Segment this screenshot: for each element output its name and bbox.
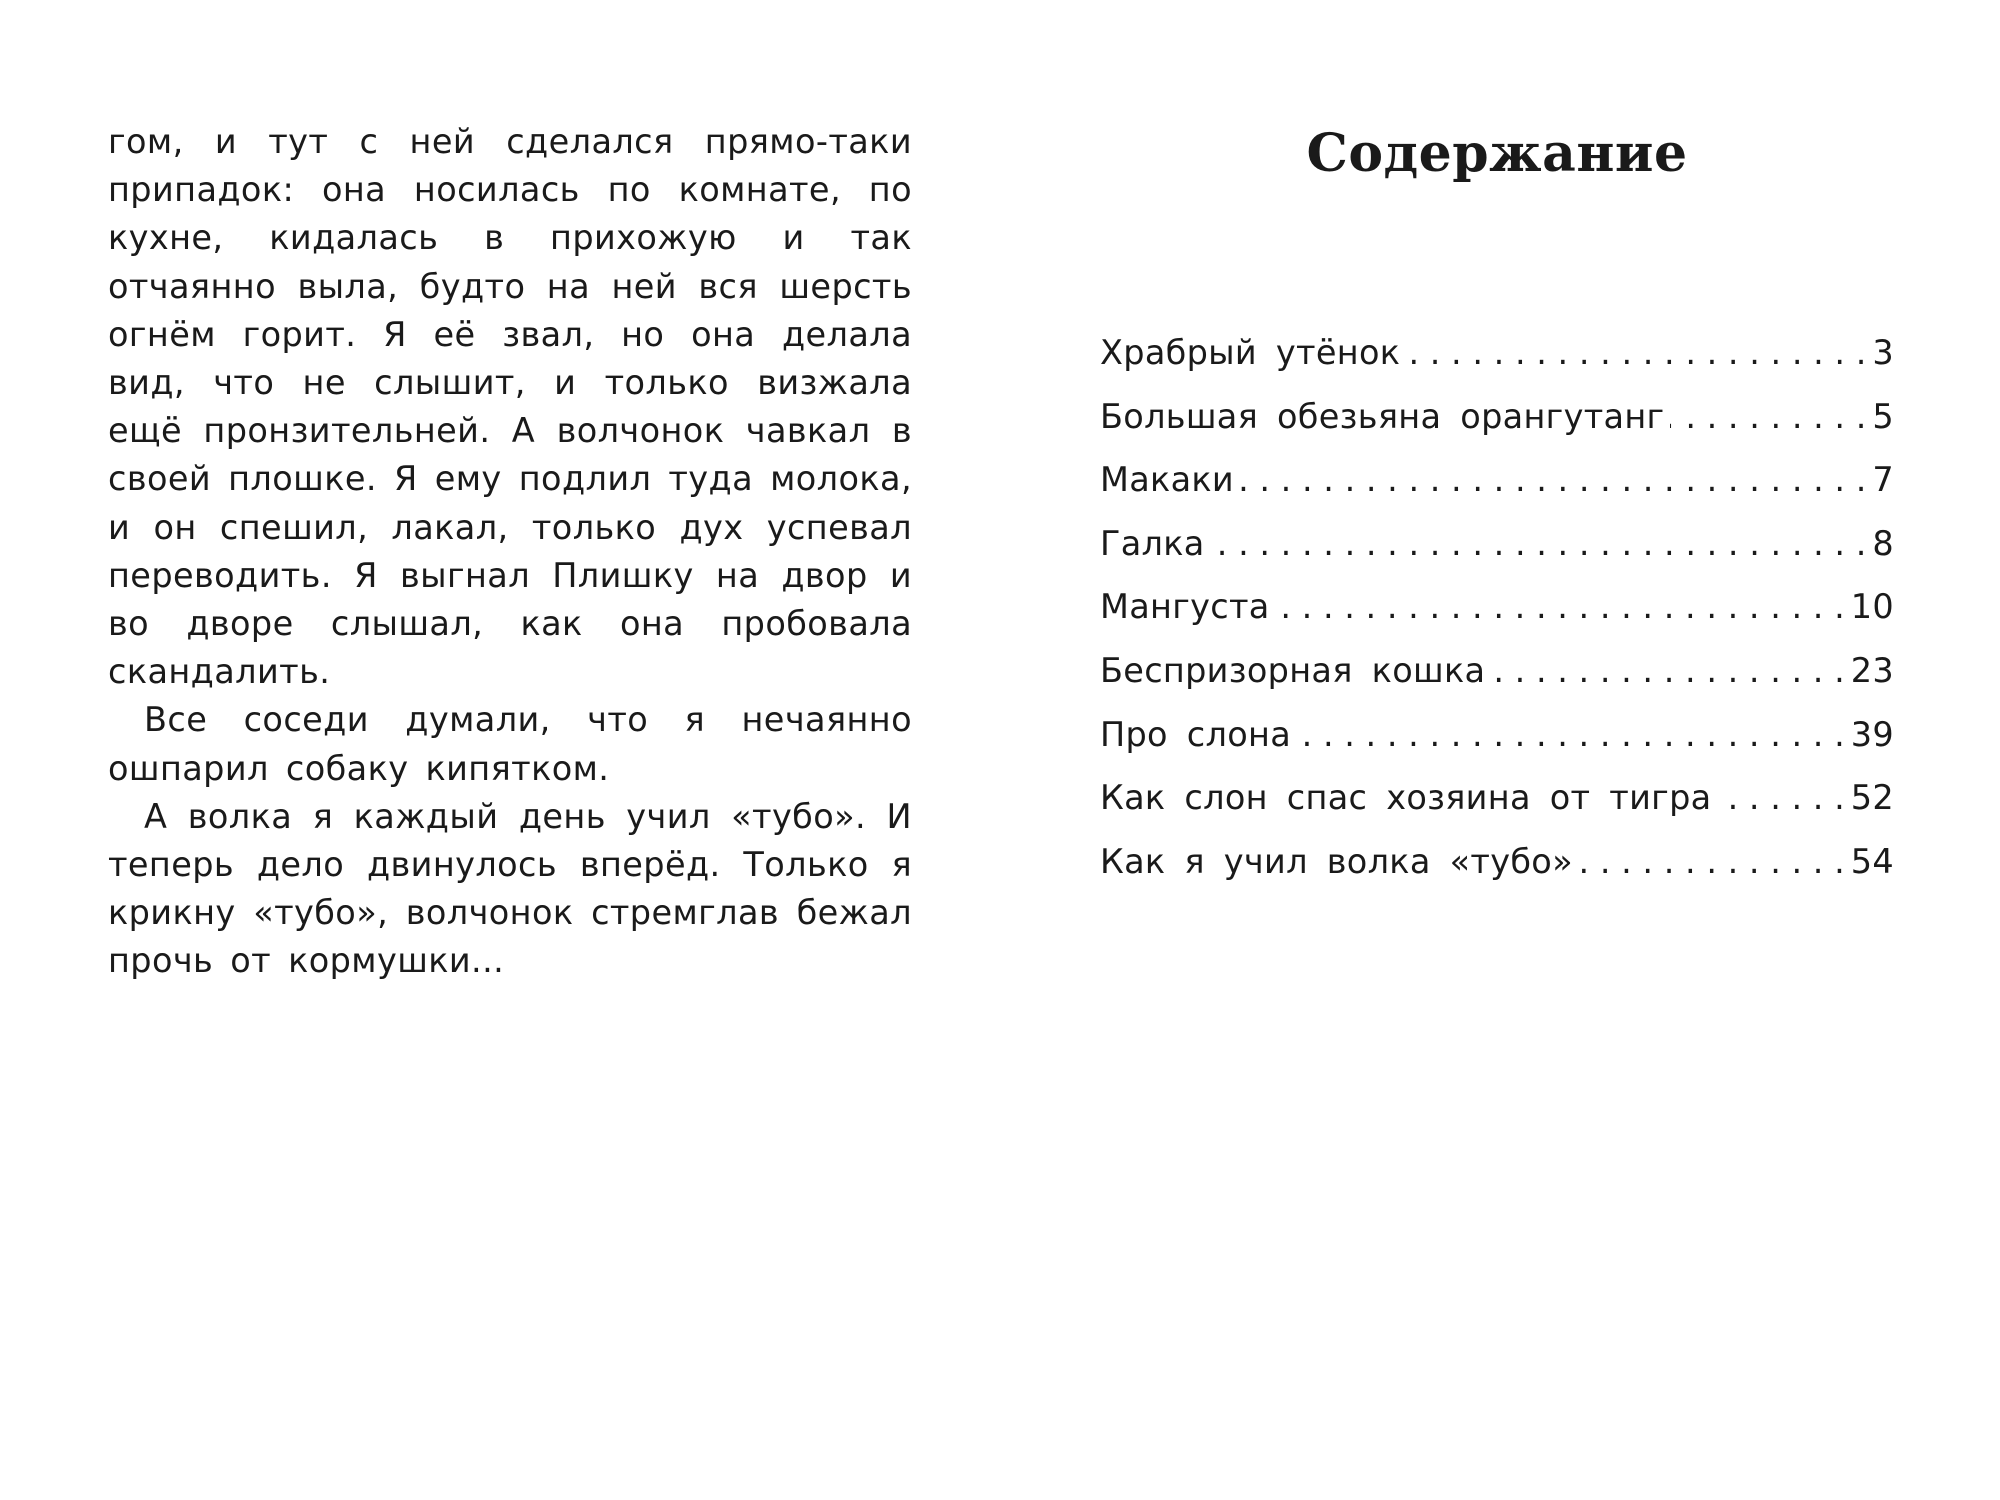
toc-entry-title: Беспризорная кошка [1100,650,1486,690]
toc-page-number: 10 [1850,587,1894,627]
toc-dot-leader [1406,321,1866,385]
toc-entry [1100,321,1894,385]
toc-dot-leader [1240,448,1866,512]
toc-entry-title: Про слона [1100,714,1292,754]
toc-entry [1100,385,1894,449]
toc-page-number: 8 [1872,523,1894,563]
toc-entry [1100,766,1894,830]
toc-dot-leader [1276,575,1845,639]
story-paragraph-3: А волка я каждый день учил «тубо». И теперь дело двинулось вперёд. Только я крикну «тубо», волчонок стремглав бежал прочь от кормушки... [108,796,912,981]
contents-page [1100,0,1894,1500]
toc-entry [1100,575,1894,639]
toc-entry [1100,448,1894,512]
toc-page-number: 54 [1850,841,1894,881]
story-paragraph-1: гом, и тут с ней сделался прямо-таки припадок: она носилась по комнате, по кухне, кидалась в прихожую и так отчаянно выла, будто на ней вся шерсть огнём горит. Я её звал, но она делала вид, что не слышит, и только визжала ещё пронзительней. А волчонок чавкал в своей плошке. Я ему подлил туда молока, и он спешил, лакал, только дух успевал переводить. Я выгнал Плишку на двор и во дворе слышал, как она пробовала скандалить. [108,122,912,692]
toc-dot-leader [1297,703,1845,767]
toc-entry [1100,639,1894,703]
toc-dot-leader [1211,512,1867,576]
toc-page-number: 39 [1850,714,1894,754]
toc-dot-leader [1670,385,1866,449]
toc-entry [1100,830,1894,894]
toc-entry [1100,512,1894,576]
contents-title: Содержание [1306,123,1688,184]
toc-page-number: 5 [1872,396,1894,436]
toc-page-number: 7 [1872,460,1894,500]
toc-page-number: 52 [1850,778,1894,818]
toc-page-number: 23 [1850,650,1894,690]
toc-entry-title: Как слон спас хозяина от тигра [1100,778,1712,818]
story-page [108,118,912,986]
toc-entry [1100,703,1894,767]
toc-entry-title: Как я учил волка «тубо» [1100,841,1573,881]
toc-page-number: 3 [1872,333,1894,372]
toc-entry-title: Мангуста [1100,587,1270,627]
toc-dot-leader [1579,830,1845,894]
toc-entry-title: Храбрый утёнок [1100,333,1401,372]
toc-dot-leader [1717,766,1844,830]
contents-list [1100,321,1894,893]
toc-entry-title: Большая обезьяна орангутанг [1100,396,1665,436]
toc-dot-leader [1491,639,1844,703]
toc-entry-title: Галка [1100,523,1205,563]
story-paragraph-2: Все соседи думали, что я нечаянно ошпарил собаку кипятком. [108,700,912,788]
toc-entry-title: Макаки [1100,460,1235,500]
